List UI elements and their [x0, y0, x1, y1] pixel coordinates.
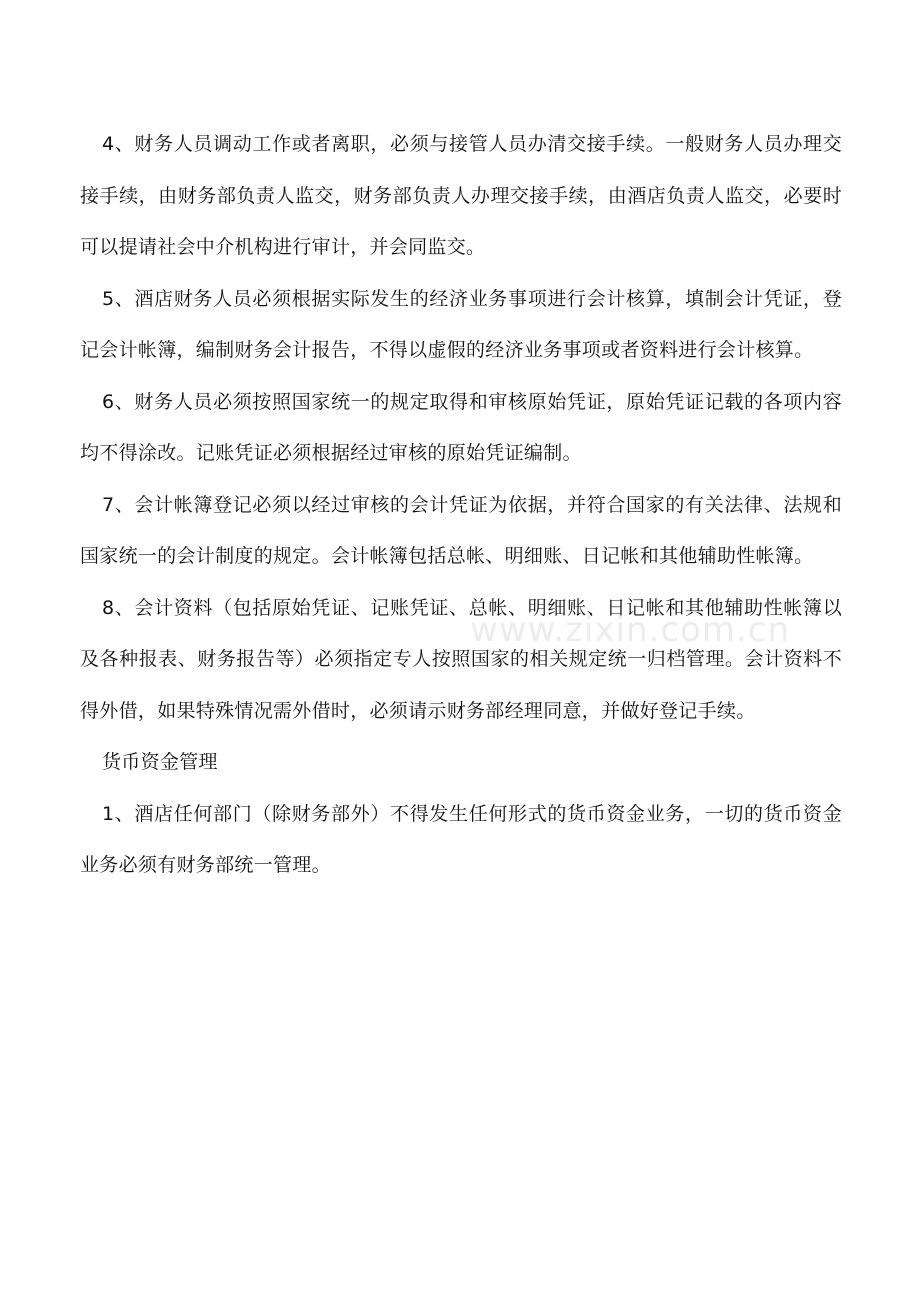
paragraph-archives: 8、会计资料（包括原始凭证、记账凭证、总帐、明细账、日记帐和其他辅助性帐簿以及各种报表、财务报告等）必须指定专人按照国家的相关规定统一归档管理。会计资料不得外借，如果特殊情况需外借时，必须请示财务部经理同意，并做好登记手续。	[80, 596, 842, 722]
watermark: www.zixin.com.cn	[470, 610, 790, 650]
paragraph-vouchers: 6、财务人员必须按照国家统一的规定取得和审核原始凭证，原始凭证记载的各项内容均不得涂改。记账凭证必须根据经过审核的原始凭证编制。	[80, 390, 842, 464]
section-heading: 货币资金管理	[102, 751, 218, 773]
paragraph-accounting: 5、酒店财务人员必须根据实际发生的经济业务事项进行会计核算，填制会计凭证，登记会计帐簿，编制财务会计报告，不得以虚假的经济业务事项或者资料进行会计核算。	[80, 287, 842, 361]
paragraph-monetary-funds: 1、酒店任何部门（除财务部外）不得发生任何形式的货币资金业务，一切的货币资金业务必须有财务部统一管理。	[80, 802, 842, 876]
paragraph-handover: 4、财务人员调动工作或者离职，必须与接管人员办清交接手续。一般财务人员办理交接手续，由财务部负责人监交，财务部负责人办理交接手续，由酒店负责人监交，必要时可以提请社会中介机构进行审计，并会同监交。	[80, 133, 842, 258]
paragraph-ledgers: 7、会计帐簿登记必须以经过审核的会计凭证为依据，并符合国家的有关法律、法规和国家统一的会计制度的规定。会计帐簿包括总帐、明细账、日记帐和其他辅助性帐簿。	[80, 493, 842, 567]
document-body	[80, 119, 842, 892]
